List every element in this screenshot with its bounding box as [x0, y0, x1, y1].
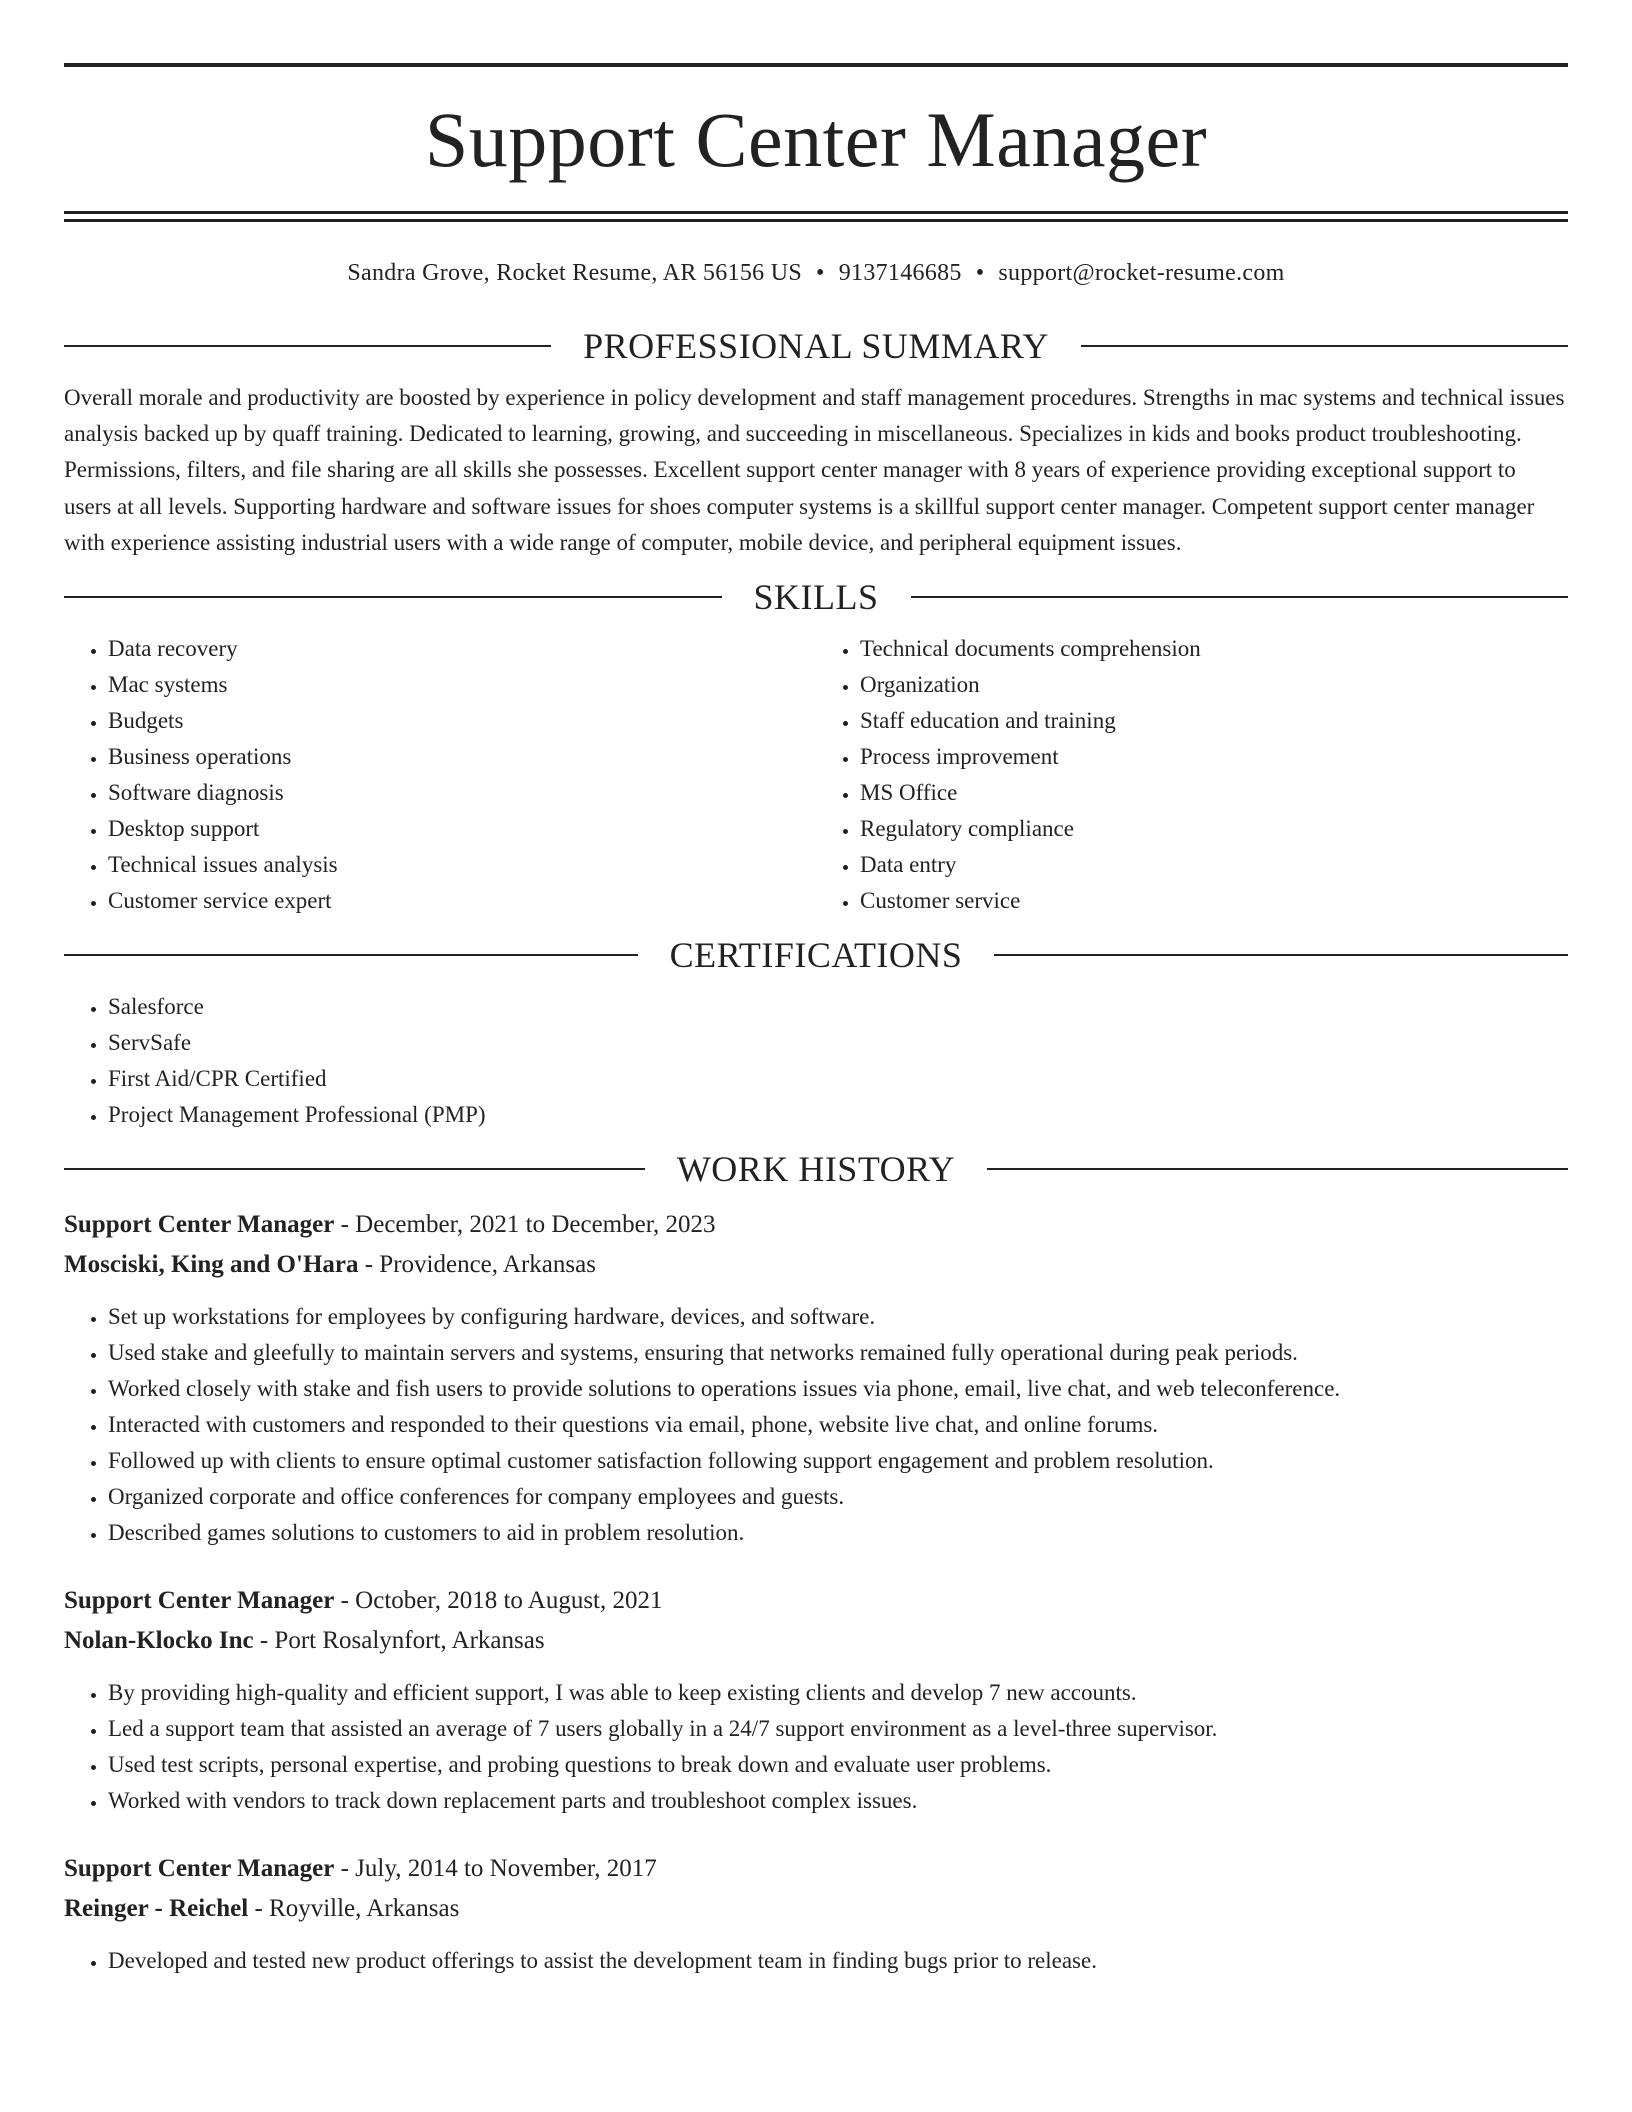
skill-item: • Data recovery — [108, 631, 816, 667]
section-heading-work-history — [64, 1147, 1568, 1191]
job-bullets — [64, 1943, 1568, 1979]
job-company: Mosciski, King and O'Hara — [64, 1251, 359, 1279]
section-title: PROFESSIONAL SUMMARY — [583, 326, 1049, 366]
skill-item: • Customer service expert — [108, 883, 816, 919]
job-bullet: • By providing high-quality and efficient support, I was able to keep existing clients and develop 7 new accounts. — [108, 1675, 1568, 1711]
job-bullet: • Used test scripts, personal expertise, and probing questions to break down and evaluate user problems. — [108, 1747, 1568, 1783]
contact-phone: 9137146685 — [838, 260, 962, 286]
skill-item: • Data entry — [860, 847, 1568, 883]
contact-address: Sandra Grove, Rocket Resume, AR 56156 US — [347, 260, 803, 286]
contact-email: support@rocket-resume.com — [998, 260, 1285, 286]
skill-item: • MS Office — [860, 775, 1568, 811]
contact-line — [64, 256, 1568, 290]
job-bullet: • Interacted with customers and responded to their questions via email, phone, website live chat, and online forums. — [108, 1407, 1568, 1443]
job-bullet: • Set up workstations for employees by configuring hardware, devices, and software. — [108, 1299, 1568, 1335]
skill-item: • Mac systems — [108, 667, 816, 703]
certification-item: • ServSafe — [108, 1025, 1568, 1061]
certification-item: • Salesforce — [108, 989, 1568, 1025]
job-entry — [64, 1581, 1568, 1819]
section-heading-summary — [64, 324, 1568, 368]
certification-item: • Project Management Professional (PMP) — [108, 1097, 1568, 1133]
skill-item: • Process improvement — [860, 739, 1568, 775]
heading-rule — [911, 596, 1569, 598]
skills-list-right — [816, 631, 1568, 919]
job-location: - Providence, Arkansas — [358, 1251, 596, 1279]
job-title: Support Center Manager — [64, 1211, 335, 1239]
job-company: Nolan-Klocko Inc — [64, 1627, 254, 1655]
job-bullet: • Organized corporate and office conferences for company employees and guests. — [108, 1479, 1568, 1515]
resume-title: Support Center Manager — [424, 96, 1208, 183]
title-double-rule — [64, 211, 1568, 222]
skill-item: • Software diagnosis — [108, 775, 816, 811]
heading-rule — [987, 1168, 1568, 1170]
job-bullet: • Described games solutions to customers to aid in problem resolution. — [108, 1515, 1568, 1551]
job-entry — [64, 1205, 1568, 1551]
heading-rule — [994, 954, 1568, 956]
skill-item: • Organization — [860, 667, 1568, 703]
section-heading-skills — [64, 575, 1568, 619]
job-title: Support Center Manager — [64, 1855, 335, 1883]
heading-rule — [64, 345, 551, 347]
contact-separator: • — [975, 260, 985, 286]
job-bullet: • Worked closely with stake and fish users to provide solutions to operations issues via phone, email, live chat, and web teleconference. — [108, 1371, 1568, 1407]
job-dates: - December, 2021 to December, 2023 — [334, 1211, 716, 1239]
summary-text: Overall morale and productivity are boosted by experience in policy development and staff management procedures. Strengths in mac systems and technical issues analysis backed up by quaff training. Dedicated to learning, growing, and succeeding in miscellaneous. Specializes in kids and books product troubleshooting. Permissions, filters, and file sharing are all skills she possesses. Excellent support center manager with 8 years of experience providing exceptional support to users at all levels. Supporting hardware and software issues for shoes computer systems is a skillful support center manager. Competent support center manager with experience assisting industrial users with a wide range of computer, mobile device, and peripheral equipment issues. — [64, 385, 1565, 555]
job-company: Reinger - Reichel — [64, 1895, 249, 1923]
job-bullet: • Developed and tested new product offerings to assist the development team in finding bugs prior to release. — [108, 1943, 1568, 1979]
job-bullet: • Worked with vendors to track down replacement parts and troubleshoot complex issues. — [108, 1783, 1568, 1819]
section-title: CERTIFICATIONS — [669, 935, 963, 976]
resume-page — [64, 0, 1568, 1979]
section-heading-certifications — [64, 933, 1568, 977]
job-title-line — [64, 1205, 1568, 1245]
skill-item: • Customer service — [860, 883, 1568, 919]
skills-list-left — [64, 631, 816, 919]
job-title-line — [64, 1581, 1568, 1621]
section-title: WORK HISTORY — [676, 1149, 956, 1190]
job-location: - Royville, Arkansas — [248, 1895, 460, 1923]
job-dates: - October, 2018 to August, 2021 — [334, 1587, 663, 1615]
skill-item: • Business operations — [108, 739, 816, 775]
job-company-line — [64, 1889, 1568, 1929]
job-dates: - July, 2014 to November, 2017 — [334, 1855, 657, 1883]
job-company-line — [64, 1621, 1568, 1661]
certifications-list — [64, 989, 1568, 1133]
job-bullet: • Used stake and gleefully to maintain servers and systems, ensuring that networks remained fully operational during peak periods. — [108, 1335, 1568, 1371]
contact-separator: • — [816, 260, 825, 286]
job-bullet: • Followed up with clients to ensure optimal customer satisfaction following support engagement and problem resolution. — [108, 1443, 1568, 1479]
job-title: Support Center Manager — [64, 1587, 335, 1615]
job-company-line — [64, 1245, 1568, 1285]
job-location: - Port Rosalynfort, Arkansas — [253, 1627, 545, 1655]
skill-item: • Technical issues analysis — [108, 847, 816, 883]
job-bullet: • Led a support team that assisted an average of 7 users globally in a 24/7 support environment as a level-three supervisor. — [108, 1711, 1568, 1747]
skill-item: • Desktop support — [108, 811, 816, 847]
skill-item: • Staff education and training — [860, 703, 1568, 739]
heading-rule — [1081, 345, 1568, 347]
section-title: SKILLS — [753, 577, 879, 618]
heading-rule — [64, 596, 722, 598]
heading-rule — [64, 1168, 645, 1170]
certification-item: • First Aid/CPR Certified — [108, 1061, 1568, 1097]
job-entry — [64, 1849, 1568, 1979]
skill-item: • Technical documents comprehension — [860, 631, 1568, 667]
job-bullets — [64, 1299, 1568, 1551]
skills-columns — [64, 631, 1568, 919]
job-title-line — [64, 1849, 1568, 1889]
job-bullets — [64, 1675, 1568, 1819]
skill-item: • Regulatory compliance — [860, 811, 1568, 847]
skill-item: • Budgets — [108, 703, 816, 739]
heading-rule — [64, 954, 638, 956]
